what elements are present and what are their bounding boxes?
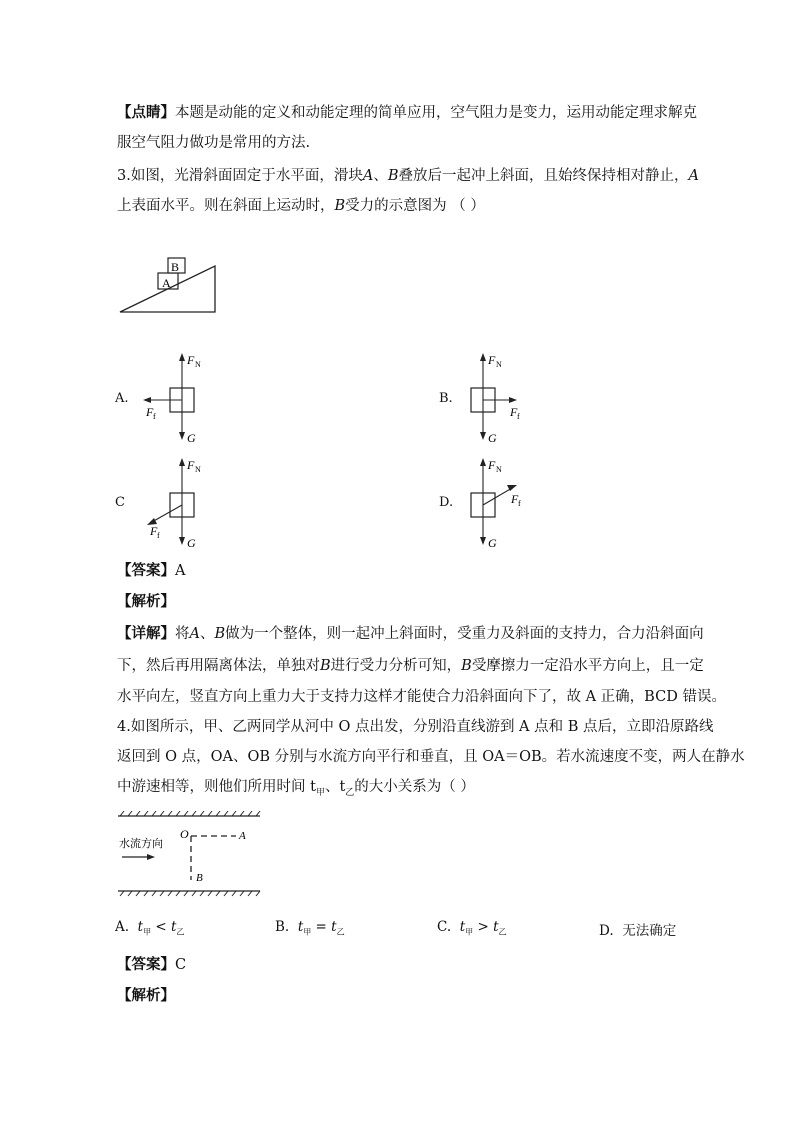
block-a-label: A (162, 276, 171, 290)
ff-label: F (146, 405, 154, 419)
note-bracket: 【点睛】 (117, 105, 175, 121)
incline-figure (115, 255, 225, 320)
note-line-1: 【点睛】本题是动能的定义和动能定理的简单应用，空气阻力是变力，运用动能定理求解克 (117, 105, 697, 121)
choice-d: D. 无法确定 (599, 923, 677, 939)
option-d-diagram (440, 455, 530, 555)
svg-text:N: N (496, 465, 502, 474)
svg-text:f: f (518, 499, 521, 508)
q4-line-2: 返回到 O 点，OA、OB 分别与水流方向平行和垂直，且 OA＝OB。若水流速度不变，两人在静水 (117, 749, 745, 765)
svg-text:N: N (195, 465, 201, 474)
q3-line-1: 3.如图，光滑斜面固定于水平面，滑块A、B叠放后一起冲上斜面，且始终保持相对静止，A (117, 168, 699, 184)
option-a-label: A. (115, 391, 129, 406)
g-label: G (187, 431, 196, 445)
flow-direction-label: 水流方向 (119, 837, 163, 850)
choice-a: A. $t_甲 < t_乙$ (115, 919, 185, 937)
svg-text:F: F (488, 458, 496, 472)
q4-answer: 【答案】C (117, 957, 187, 973)
q3-answer: 【答案】A (117, 563, 186, 579)
svg-text:F: F (150, 524, 158, 538)
q3-detail-line-2: 下，然后再用隔离体法，单独对B进行受力分析可知，B受摩擦力一定沿水平方向上，且一定 (117, 658, 704, 674)
svg-text:F: F (187, 458, 195, 472)
q3-line-2: 上表面水平。则在斜面上运动时，B受力的示意图为 （ ） (117, 198, 485, 214)
river-figure (112, 808, 267, 900)
q3-analysis-heading: 【解析】 (117, 594, 175, 610)
svg-text:N: N (496, 360, 502, 369)
q3-detail-line-1: 【详解】将A、B做为一个整体，则一起冲上斜面时，受重力及斜面的支持力，合力沿斜面向 (117, 626, 704, 642)
choice-c: C. $t_甲 > t_乙$ (437, 919, 507, 937)
q3-detail-line-3: 水平向左，竖直方向上重力大于支持力这样才能使合力沿斜面向下了，故 A 正确，BCD 错误。 (117, 689, 726, 705)
option-b-label: B. (439, 391, 453, 406)
option-d-label: D. (439, 495, 454, 510)
q4-line-1: 4.如图所示，甲、乙两同学从河中 O 点出发，分别沿直线游到 A 点和 B 点后，立即沿原路线 (117, 719, 714, 735)
svg-text:F: F (511, 492, 519, 506)
svg-text:G: G (187, 536, 196, 550)
svg-text:G: G (488, 431, 497, 445)
option-c-diagram (140, 455, 220, 555)
point-a-label: A (239, 830, 246, 842)
option-a-diagram (140, 350, 220, 450)
svg-text:F: F (488, 353, 496, 367)
point-b-label: B (196, 872, 203, 884)
option-b-diagram (440, 350, 530, 450)
svg-text:f: f (517, 412, 520, 421)
fn-label: F (187, 353, 195, 367)
svg-text:f: f (157, 531, 160, 540)
note-line-2: 服空气阻力做功是常用的方法. (117, 135, 311, 151)
option-c-label: C (115, 495, 125, 510)
point-o-label: O (180, 827, 189, 841)
svg-text:f: f (153, 412, 156, 421)
q4-analysis-heading: 【解析】 (117, 988, 175, 1004)
block-b-label: B (171, 260, 180, 274)
svg-text:N: N (195, 360, 201, 369)
choice-b: B. $t_甲 = t_乙$ (275, 919, 345, 937)
q4-line-3: 中游速相等，则他们所用时间 $t_甲$、$t_乙$的大小关系为（ ） (117, 779, 475, 798)
svg-text:G: G (488, 536, 497, 550)
svg-text:F: F (510, 405, 518, 419)
